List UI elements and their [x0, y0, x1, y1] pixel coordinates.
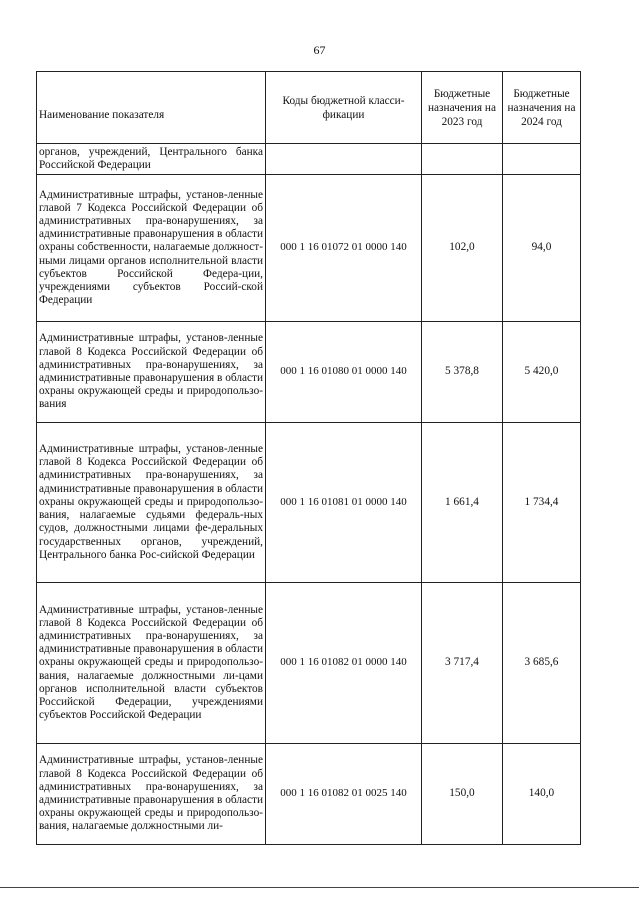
table-row	[37, 144, 581, 175]
value-2023: 150,0	[422, 744, 503, 845]
indicator-name: Административные штрафы, установ-ленные главой 8 Кодекса Российской Федерации об административных пра-вонарушениях, за административные правонарушения в области охраны окружающей среды и природопользо-вания, налагаемые судьями федераль-ных судов, должностными лицами фе-деральных государственных органов, учреждений, Центрального банка Рос-сийской Федерации	[37, 423, 266, 583]
value-2023: 1 661,4	[422, 423, 503, 583]
table-row	[37, 744, 581, 845]
table-header-row	[37, 72, 581, 144]
indicator-name: Административные штрафы, установ-ленные главой 7 Кодекса Российской Федерации об административных пра-вонарушениях, за административные правонарушения в области охраны собственности, налагаемые должност-ными лицами органов исполнительной власти субъектов Российской Федера-ции, учреждениями субъектов Россий-ской Федерации	[37, 175, 266, 322]
value-2024: 94,0	[503, 175, 581, 322]
budget-code	[266, 144, 422, 175]
value-2024: 140,0	[503, 744, 581, 845]
value-2023: 3 717,4	[422, 583, 503, 744]
column-header-code: Коды бюджетной класси-фикации	[266, 72, 422, 144]
value-2024: 5 420,0	[503, 322, 581, 423]
indicator-name: органов, учреждений, Центрального банка Российской Федерации	[37, 144, 266, 175]
value-2023	[422, 144, 503, 175]
value-2024: 1 734,4	[503, 423, 581, 583]
table-row	[37, 322, 581, 423]
table-row	[37, 175, 581, 322]
column-header-2023: Бюджетные назначения на 2023 год	[422, 72, 503, 144]
value-2024	[503, 144, 581, 175]
column-header-2024: Бюджетные назначения на 2024 год	[503, 72, 581, 144]
value-2024: 3 685,6	[503, 583, 581, 744]
budget-code: 000 1 16 01082 01 0025 140	[266, 744, 422, 845]
table-row	[37, 423, 581, 583]
value-2023: 5 378,8	[422, 322, 503, 423]
budget-code: 000 1 16 01080 01 0000 140	[266, 322, 422, 423]
budget-code: 000 1 16 01072 01 0000 140	[266, 175, 422, 322]
indicator-name: Административные штрафы, установ-ленные главой 8 Кодекса Российской Федерации об административных пра-вонарушениях, за административные правонарушения в области охраны окружающей среды и природопользо-вания	[37, 322, 266, 423]
indicator-name: Административные штрафы, установ-ленные главой 8 Кодекса Российской Федерации об административных пра-вонарушениях, за административные правонарушения в области охраны окружающей среды и природопользо-вания, налагаемые должностными ли-цами органов исполнительной власти субъектов Российской Федерации, учреждениями субъектов Российской Федерации	[37, 583, 266, 744]
column-header-name: Наименование показателя	[37, 72, 266, 144]
indicator-name: Административные штрафы, установ-ленные главой 8 Кодекса Российской Федерации об административных пра-вонарушениях, за административные правонарушения в области охраны окружающей среды и природопользо-вания, налагаемые должностными ли-	[37, 744, 266, 845]
budget-code: 000 1 16 01081 01 0000 140	[266, 423, 422, 583]
table-row	[37, 583, 581, 744]
budget-table	[36, 71, 581, 845]
page-number: 67	[313, 43, 326, 57]
value-2023: 102,0	[422, 175, 503, 322]
budget-code: 000 1 16 01082 01 0000 140	[266, 583, 422, 744]
page-bottom-divider	[0, 887, 639, 888]
